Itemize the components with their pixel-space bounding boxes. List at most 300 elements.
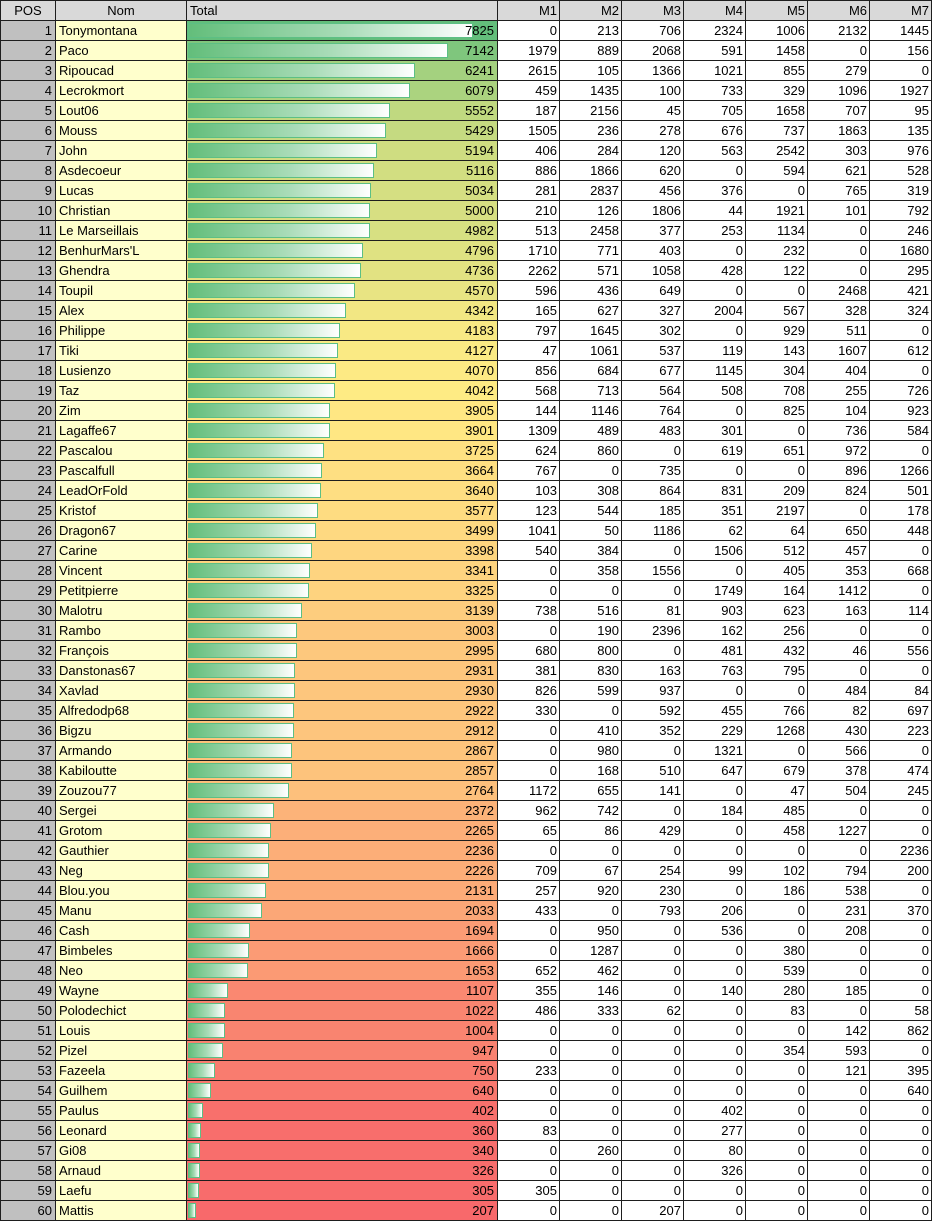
name-cell[interactable]: Vincent [56,561,187,581]
m5-cell[interactable]: 354 [746,1041,808,1061]
name-cell[interactable]: Louis [56,1021,187,1041]
name-cell[interactable]: Lusienzo [56,361,187,381]
m3-cell[interactable]: 0 [622,1161,684,1181]
m1-cell[interactable]: 0 [498,1161,560,1181]
m1-cell[interactable]: 144 [498,401,560,421]
m7-cell[interactable]: 246 [870,221,932,241]
m2-cell[interactable]: 860 [560,441,622,461]
m7-cell[interactable]: 395 [870,1061,932,1081]
name-cell[interactable]: Zouzou77 [56,781,187,801]
m3-cell[interactable]: 620 [622,161,684,181]
m6-cell[interactable]: 2468 [808,281,870,301]
m6-cell[interactable]: 231 [808,901,870,921]
pos-cell[interactable]: 60 [1,1201,56,1221]
m3-cell[interactable]: 207 [622,1201,684,1221]
m4-cell[interactable]: 763 [684,661,746,681]
m2-cell[interactable]: 105 [560,61,622,81]
name-cell[interactable]: Neo [56,961,187,981]
pos-cell[interactable]: 2 [1,41,56,61]
pos-cell[interactable]: 19 [1,381,56,401]
pos-cell[interactable]: 25 [1,501,56,521]
m7-cell[interactable]: 0 [870,541,932,561]
m6-cell[interactable]: 0 [808,1181,870,1201]
m2-cell[interactable]: 146 [560,981,622,1001]
name-cell[interactable]: Carine [56,541,187,561]
name-cell[interactable]: Kristof [56,501,187,521]
m4-cell[interactable]: 0 [684,1061,746,1081]
name-cell[interactable]: Wayne [56,981,187,1001]
pos-cell[interactable]: 59 [1,1181,56,1201]
header-m4[interactable]: M4 [684,1,746,21]
total-cell[interactable] [187,301,498,321]
total-cell[interactable] [187,961,498,981]
m7-cell[interactable]: 200 [870,861,932,881]
m7-cell[interactable]: 0 [870,1181,932,1201]
m1-cell[interactable]: 886 [498,161,560,181]
m6-cell[interactable]: 0 [808,1101,870,1121]
m1-cell[interactable]: 486 [498,1001,560,1021]
m5-cell[interactable]: 47 [746,781,808,801]
m4-cell[interactable]: 1506 [684,541,746,561]
name-cell[interactable]: Sergei [56,801,187,821]
m5-cell[interactable]: 0 [746,281,808,301]
m2-cell[interactable]: 0 [560,1161,622,1181]
name-cell[interactable]: Lagaffe67 [56,421,187,441]
m5-cell[interactable]: 0 [746,681,808,701]
m7-cell[interactable]: 1445 [870,21,932,41]
name-cell[interactable]: Zim [56,401,187,421]
m6-cell[interactable]: 0 [808,661,870,681]
name-cell[interactable]: Leonard [56,1121,187,1141]
total-cell[interactable] [187,1141,498,1161]
pos-cell[interactable]: 42 [1,841,56,861]
m5-cell[interactable]: 623 [746,601,808,621]
pos-cell[interactable]: 55 [1,1101,56,1121]
pos-cell[interactable]: 24 [1,481,56,501]
m1-cell[interactable]: 1041 [498,521,560,541]
total-cell[interactable] [187,881,498,901]
m2-cell[interactable]: 260 [560,1141,622,1161]
m3-cell[interactable]: 141 [622,781,684,801]
m1-cell[interactable]: 1710 [498,241,560,261]
m7-cell[interactable]: 156 [870,41,932,61]
m1-cell[interactable]: 103 [498,481,560,501]
m5-cell[interactable]: 1006 [746,21,808,41]
m4-cell[interactable]: 0 [684,321,746,341]
total-cell[interactable] [187,21,498,41]
m6-cell[interactable]: 163 [808,601,870,621]
m4-cell[interactable]: 591 [684,41,746,61]
m1-cell[interactable]: 652 [498,961,560,981]
m1-cell[interactable]: 257 [498,881,560,901]
m6-cell[interactable]: 824 [808,481,870,501]
header-total[interactable]: Total [187,1,498,21]
m2-cell[interactable]: 308 [560,481,622,501]
name-cell[interactable]: Ghendra [56,261,187,281]
m4-cell[interactable]: 2004 [684,301,746,321]
m3-cell[interactable]: 0 [622,981,684,1001]
name-cell[interactable]: Taz [56,381,187,401]
m7-cell[interactable]: 448 [870,521,932,541]
m6-cell[interactable]: 1607 [808,341,870,361]
m6-cell[interactable]: 328 [808,301,870,321]
pos-cell[interactable]: 11 [1,221,56,241]
m4-cell[interactable]: 563 [684,141,746,161]
total-cell[interactable] [187,441,498,461]
pos-cell[interactable]: 1 [1,21,56,41]
m4-cell[interactable]: 0 [684,161,746,181]
m3-cell[interactable]: 0 [622,541,684,561]
pos-cell[interactable]: 47 [1,941,56,961]
m7-cell[interactable]: 370 [870,901,932,921]
m1-cell[interactable]: 0 [498,1201,560,1221]
m6-cell[interactable]: 46 [808,641,870,661]
m2-cell[interactable]: 1061 [560,341,622,361]
pos-cell[interactable]: 54 [1,1081,56,1101]
m5-cell[interactable]: 737 [746,121,808,141]
m6-cell[interactable]: 457 [808,541,870,561]
m1-cell[interactable]: 0 [498,841,560,861]
m5-cell[interactable]: 0 [746,1101,808,1121]
name-cell[interactable]: Ripoucad [56,61,187,81]
pos-cell[interactable]: 58 [1,1161,56,1181]
pos-cell[interactable]: 38 [1,761,56,781]
m1-cell[interactable]: 540 [498,541,560,561]
m3-cell[interactable]: 0 [622,1121,684,1141]
m5-cell[interactable]: 0 [746,741,808,761]
pos-cell[interactable]: 29 [1,581,56,601]
m2-cell[interactable]: 544 [560,501,622,521]
m3-cell[interactable]: 1366 [622,61,684,81]
pos-cell[interactable]: 43 [1,861,56,881]
name-cell[interactable]: Kabiloutte [56,761,187,781]
name-cell[interactable]: Laefu [56,1181,187,1201]
name-cell[interactable]: Dragon67 [56,521,187,541]
m2-cell[interactable]: 0 [560,901,622,921]
m6-cell[interactable]: 404 [808,361,870,381]
m3-cell[interactable]: 0 [622,1041,684,1061]
m4-cell[interactable]: 536 [684,921,746,941]
m1-cell[interactable]: 680 [498,641,560,661]
pos-cell[interactable]: 34 [1,681,56,701]
m7-cell[interactable]: 319 [870,181,932,201]
m2-cell[interactable]: 2458 [560,221,622,241]
m6-cell[interactable]: 0 [808,841,870,861]
m2-cell[interactable]: 0 [560,1121,622,1141]
m7-cell[interactable]: 528 [870,161,932,181]
m6-cell[interactable]: 896 [808,461,870,481]
m2-cell[interactable]: 213 [560,21,622,41]
m2-cell[interactable]: 236 [560,121,622,141]
m5-cell[interactable]: 766 [746,701,808,721]
m2-cell[interactable]: 0 [560,581,622,601]
pos-cell[interactable]: 17 [1,341,56,361]
m5-cell[interactable]: 0 [746,421,808,441]
name-cell[interactable]: Xavlad [56,681,187,701]
m1-cell[interactable]: 1505 [498,121,560,141]
m4-cell[interactable]: 326 [684,1161,746,1181]
pos-cell[interactable]: 51 [1,1021,56,1041]
m6-cell[interactable]: 82 [808,701,870,721]
m7-cell[interactable]: 178 [870,501,932,521]
header-m6[interactable]: M6 [808,1,870,21]
m6-cell[interactable]: 621 [808,161,870,181]
total-cell[interactable] [187,1041,498,1061]
m5-cell[interactable]: 0 [746,1021,808,1041]
m4-cell[interactable]: 62 [684,521,746,541]
m6-cell[interactable]: 101 [808,201,870,221]
m7-cell[interactable]: 84 [870,681,932,701]
pos-cell[interactable]: 7 [1,141,56,161]
m5-cell[interactable]: 102 [746,861,808,881]
m2-cell[interactable]: 655 [560,781,622,801]
m7-cell[interactable]: 0 [870,1141,932,1161]
m7-cell[interactable]: 0 [870,961,932,981]
m7-cell[interactable]: 584 [870,421,932,441]
total-cell[interactable] [187,1081,498,1101]
m1-cell[interactable]: 305 [498,1181,560,1201]
m4-cell[interactable]: 0 [684,561,746,581]
m1-cell[interactable]: 433 [498,901,560,921]
m4-cell[interactable]: 402 [684,1101,746,1121]
m4-cell[interactable]: 1321 [684,741,746,761]
m7-cell[interactable]: 556 [870,641,932,661]
m7-cell[interactable]: 0 [870,921,932,941]
pos-cell[interactable]: 12 [1,241,56,261]
m3-cell[interactable]: 0 [622,1181,684,1201]
pos-cell[interactable]: 39 [1,781,56,801]
m7-cell[interactable]: 0 [870,801,932,821]
total-cell[interactable] [187,41,498,61]
m6-cell[interactable]: 142 [808,1021,870,1041]
m2-cell[interactable]: 920 [560,881,622,901]
m3-cell[interactable]: 864 [622,481,684,501]
pos-cell[interactable]: 23 [1,461,56,481]
m7-cell[interactable]: 0 [870,621,932,641]
pos-cell[interactable]: 45 [1,901,56,921]
total-cell[interactable] [187,681,498,701]
total-cell[interactable] [187,141,498,161]
pos-cell[interactable]: 28 [1,561,56,581]
m1-cell[interactable]: 123 [498,501,560,521]
header-nom[interactable]: Nom [56,1,187,21]
m2-cell[interactable]: 1146 [560,401,622,421]
m5-cell[interactable]: 405 [746,561,808,581]
m2-cell[interactable]: 384 [560,541,622,561]
m4-cell[interactable]: 206 [684,901,746,921]
m5-cell[interactable]: 2197 [746,501,808,521]
name-cell[interactable]: Lecrokmort [56,81,187,101]
m2-cell[interactable]: 0 [560,1041,622,1061]
m4-cell[interactable]: 376 [684,181,746,201]
m6-cell[interactable]: 765 [808,181,870,201]
pos-cell[interactable]: 6 [1,121,56,141]
m2-cell[interactable]: 0 [560,1181,622,1201]
m4-cell[interactable]: 0 [684,401,746,421]
m5-cell[interactable]: 0 [746,841,808,861]
m2-cell[interactable]: 67 [560,861,622,881]
m3-cell[interactable]: 0 [622,841,684,861]
name-cell[interactable]: Arnaud [56,1161,187,1181]
m6-cell[interactable]: 1412 [808,581,870,601]
m3-cell[interactable]: 793 [622,901,684,921]
total-cell[interactable] [187,361,498,381]
name-cell[interactable]: John [56,141,187,161]
m5-cell[interactable]: 0 [746,461,808,481]
m1-cell[interactable]: 0 [498,581,560,601]
m3-cell[interactable]: 100 [622,81,684,101]
m4-cell[interactable]: 0 [684,821,746,841]
m3-cell[interactable]: 0 [622,921,684,941]
total-cell[interactable] [187,421,498,441]
m7-cell[interactable]: 1680 [870,241,932,261]
m6-cell[interactable]: 0 [808,41,870,61]
name-cell[interactable]: Petitpierre [56,581,187,601]
pos-cell[interactable]: 33 [1,661,56,681]
m7-cell[interactable]: 114 [870,601,932,621]
m7-cell[interactable]: 976 [870,141,932,161]
m2-cell[interactable]: 462 [560,961,622,981]
m3-cell[interactable]: 564 [622,381,684,401]
m5-cell[interactable]: 380 [746,941,808,961]
m1-cell[interactable]: 233 [498,1061,560,1081]
m6-cell[interactable]: 972 [808,441,870,461]
m7-cell[interactable]: 640 [870,1081,932,1101]
m5-cell[interactable]: 64 [746,521,808,541]
m5-cell[interactable]: 485 [746,801,808,821]
m5-cell[interactable]: 186 [746,881,808,901]
name-cell[interactable]: Fazeela [56,1061,187,1081]
m6-cell[interactable]: 707 [808,101,870,121]
m4-cell[interactable]: 0 [684,1201,746,1221]
m1-cell[interactable]: 624 [498,441,560,461]
m5-cell[interactable]: 83 [746,1001,808,1021]
m4-cell[interactable]: 162 [684,621,746,641]
m1-cell[interactable]: 187 [498,101,560,121]
m3-cell[interactable]: 0 [622,581,684,601]
header-m3[interactable]: M3 [622,1,684,21]
m3-cell[interactable]: 1186 [622,521,684,541]
pos-cell[interactable]: 52 [1,1041,56,1061]
m5-cell[interactable]: 594 [746,161,808,181]
m3-cell[interactable]: 764 [622,401,684,421]
total-cell[interactable] [187,381,498,401]
pos-cell[interactable]: 41 [1,821,56,841]
m2-cell[interactable]: 627 [560,301,622,321]
m1-cell[interactable]: 0 [498,621,560,641]
m4-cell[interactable]: 0 [684,681,746,701]
m1-cell[interactable]: 767 [498,461,560,481]
total-cell[interactable] [187,481,498,501]
m5-cell[interactable]: 0 [746,921,808,941]
m1-cell[interactable]: 459 [498,81,560,101]
m2-cell[interactable]: 358 [560,561,622,581]
total-cell[interactable] [187,281,498,301]
pos-cell[interactable]: 40 [1,801,56,821]
total-cell[interactable] [187,741,498,761]
m1-cell[interactable]: 856 [498,361,560,381]
m6-cell[interactable]: 511 [808,321,870,341]
m1-cell[interactable]: 0 [498,721,560,741]
m1-cell[interactable]: 0 [498,1101,560,1121]
name-cell[interactable]: Asdecoeur [56,161,187,181]
m7-cell[interactable]: 421 [870,281,932,301]
name-cell[interactable]: Grotom [56,821,187,841]
m4-cell[interactable]: 0 [684,961,746,981]
m2-cell[interactable]: 284 [560,141,622,161]
m6-cell[interactable]: 0 [808,1081,870,1101]
pos-cell[interactable]: 35 [1,701,56,721]
m6-cell[interactable]: 0 [808,1121,870,1141]
m7-cell[interactable]: 697 [870,701,932,721]
total-cell[interactable] [187,941,498,961]
m6-cell[interactable]: 279 [808,61,870,81]
m1-cell[interactable]: 47 [498,341,560,361]
m3-cell[interactable]: 1806 [622,201,684,221]
m3-cell[interactable]: 0 [622,641,684,661]
m5-cell[interactable]: 1921 [746,201,808,221]
name-cell[interactable]: Pascalfull [56,461,187,481]
total-cell[interactable] [187,181,498,201]
name-cell[interactable]: Bigzu [56,721,187,741]
total-cell[interactable] [187,861,498,881]
m4-cell[interactable]: 903 [684,601,746,621]
total-cell[interactable] [187,541,498,561]
total-cell[interactable] [187,781,498,801]
m5-cell[interactable]: 432 [746,641,808,661]
m4-cell[interactable]: 733 [684,81,746,101]
m5-cell[interactable]: 329 [746,81,808,101]
total-cell[interactable] [187,641,498,661]
total-cell[interactable] [187,1121,498,1141]
m3-cell[interactable]: 0 [622,1021,684,1041]
m3-cell[interactable]: 0 [622,1061,684,1081]
m1-cell[interactable]: 709 [498,861,560,881]
m2-cell[interactable]: 410 [560,721,622,741]
pos-cell[interactable]: 48 [1,961,56,981]
m5-cell[interactable]: 0 [746,1141,808,1161]
pos-cell[interactable]: 57 [1,1141,56,1161]
m5-cell[interactable]: 651 [746,441,808,461]
m6-cell[interactable]: 650 [808,521,870,541]
m5-cell[interactable]: 209 [746,481,808,501]
m7-cell[interactable]: 0 [870,1041,932,1061]
m2-cell[interactable]: 713 [560,381,622,401]
m6-cell[interactable]: 538 [808,881,870,901]
name-cell[interactable]: Rambo [56,621,187,641]
m6-cell[interactable]: 1096 [808,81,870,101]
m6-cell[interactable]: 121 [808,1061,870,1081]
m1-cell[interactable]: 962 [498,801,560,821]
m2-cell[interactable]: 742 [560,801,622,821]
m6-cell[interactable]: 0 [808,261,870,281]
m3-cell[interactable]: 0 [622,741,684,761]
m4-cell[interactable]: 508 [684,381,746,401]
m5-cell[interactable]: 458 [746,821,808,841]
total-cell[interactable] [187,841,498,861]
m1-cell[interactable]: 0 [498,1141,560,1161]
m3-cell[interactable]: 81 [622,601,684,621]
m5-cell[interactable]: 567 [746,301,808,321]
m6-cell[interactable]: 504 [808,781,870,801]
m2-cell[interactable]: 1287 [560,941,622,961]
pos-cell[interactable]: 49 [1,981,56,1001]
m3-cell[interactable]: 677 [622,361,684,381]
m6-cell[interactable]: 0 [808,621,870,641]
m5-cell[interactable]: 512 [746,541,808,561]
m6-cell[interactable]: 353 [808,561,870,581]
m6-cell[interactable]: 378 [808,761,870,781]
